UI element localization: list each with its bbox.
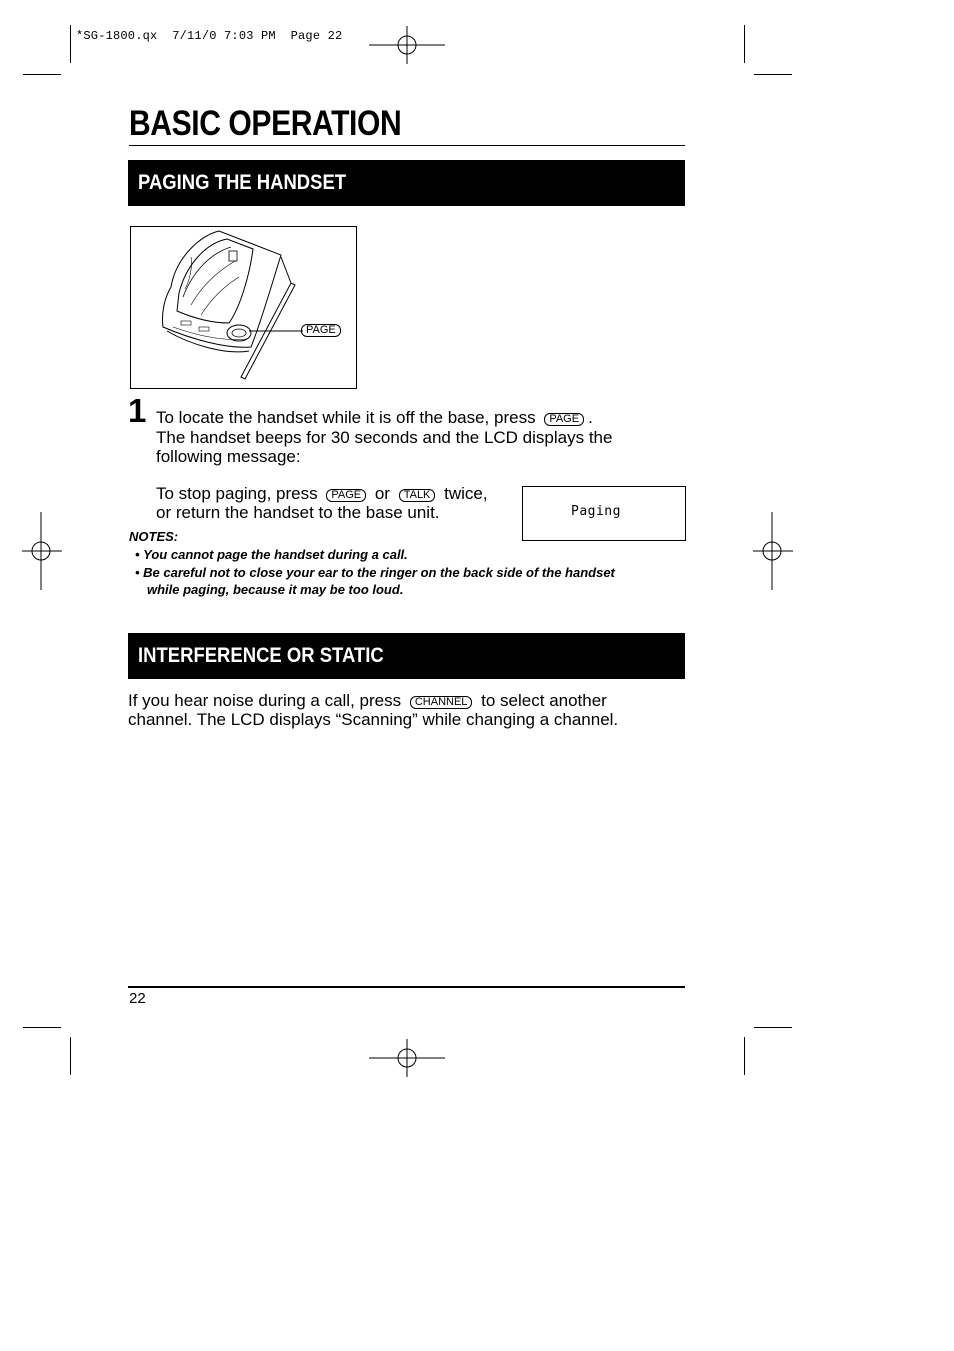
registration-mark-icon — [22, 512, 62, 590]
interference-line-2: channel. The LCD displays “Scanning” while changing a channel. — [128, 710, 619, 729]
note-item: • Be careful not to close your ear to the ringer on the back side of the handset — [135, 565, 615, 580]
registration-mark-icon — [753, 512, 793, 590]
section-heading-interference — [128, 633, 685, 679]
title-rule — [129, 145, 685, 146]
base-unit-illustration — [130, 226, 357, 389]
step-line-2: The handset beeps for 30 seconds and the LCD displays the — [156, 428, 613, 447]
step-line-1: To locate the handset while it is off the base, press PAGE . — [156, 408, 593, 427]
page-key: PAGE — [544, 413, 584, 426]
notes-title: NOTES: — [129, 529, 179, 544]
note-item-continued: while paging, because it may be too loud. — [147, 582, 404, 597]
registration-mark-icon — [367, 26, 447, 64]
lcd-display — [522, 486, 686, 541]
page-number: 22 — [129, 990, 146, 1007]
talk-key: TALK — [399, 489, 436, 502]
page-key-label: PAGE — [301, 324, 341, 337]
section-heading-paging — [128, 160, 685, 206]
interference-line-1: If you hear noise during a call, press CHANNEL to select another — [128, 691, 607, 710]
phone-base-icon — [131, 227, 356, 388]
stop-paging-line-1: To stop paging, press PAGE or TALK twice, — [156, 484, 488, 503]
page-title: BASIC OPERATION — [129, 104, 402, 143]
section-heading-text: INTERFERENCE OR STATIC — [138, 644, 384, 667]
lcd-message: Paging — [571, 504, 621, 519]
channel-key: CHANNEL — [410, 696, 473, 709]
step-number: 1 — [128, 392, 147, 429]
registration-mark-icon — [367, 1039, 447, 1077]
footer-rule — [128, 986, 685, 988]
page-key: PAGE — [326, 489, 366, 502]
note-item: • You cannot page the handset during a call. — [135, 547, 408, 562]
print-slug: *SG-1800.qx 7/11/0 7:03 PM Page 22 — [76, 29, 343, 43]
stop-paging-line-2: or return the handset to the base unit. — [156, 503, 440, 522]
section-heading-text: PAGING THE HANDSET — [138, 171, 347, 194]
step-line-3: following message: — [156, 447, 301, 466]
